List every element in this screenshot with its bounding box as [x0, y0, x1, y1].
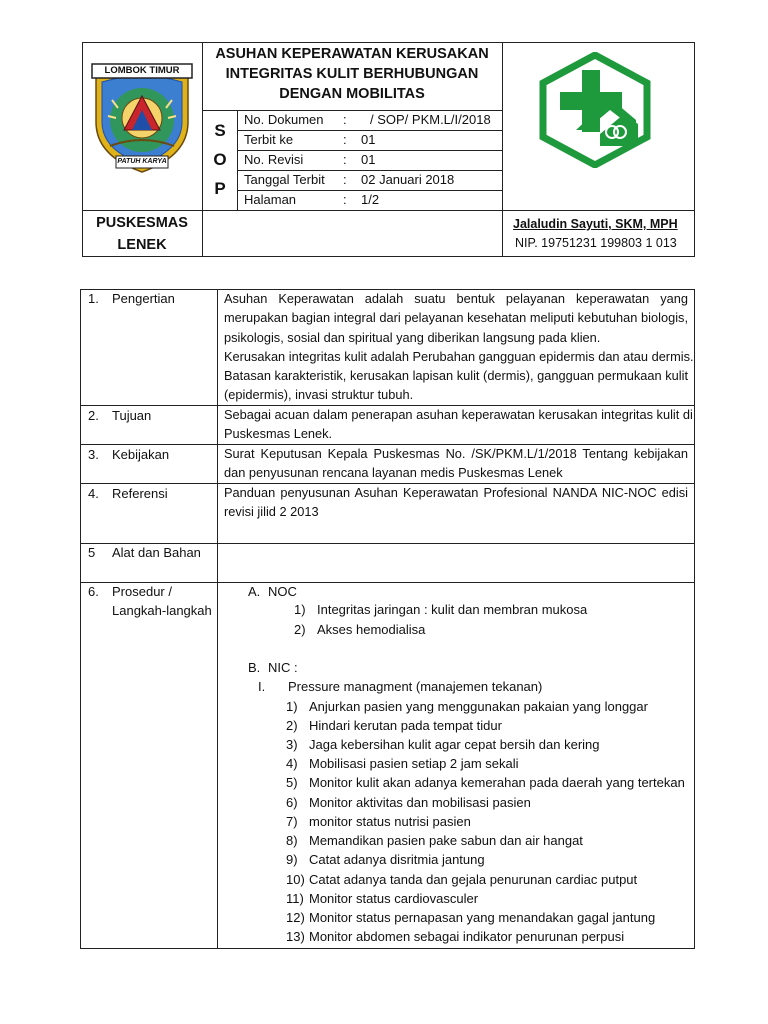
nic-item-num: 8)	[286, 833, 298, 848]
meta-sep: :	[343, 132, 347, 147]
section-number: 6.	[88, 584, 99, 599]
sop-letter-o: O	[213, 150, 227, 169]
nic-item-text: Monitor kulit akan adanya kemerahan pada daerah yang tertekan	[309, 775, 685, 790]
meta-sep: :	[343, 112, 347, 127]
noc-item-text: Integritas jaringan : kulit dan membran mukosa	[317, 602, 588, 617]
section-label-kebijakan: Kebijakan	[112, 447, 170, 462]
meta-value: 02 Januari 2018	[361, 172, 455, 187]
body-line: Sebagai acuan dalam penerapan asuhan keperawatan kerusakan integritas kulit di	[224, 407, 693, 422]
nic-item-num: 10)	[286, 872, 305, 887]
noc-item-num: 1)	[294, 602, 306, 617]
noc-item-num: 2)	[294, 622, 306, 637]
section-label-alat-bahan: Alat dan Bahan	[112, 545, 201, 560]
nic-item-text: Mobilisasi pasien setiap 2 jam sekali	[309, 756, 519, 771]
nic-title: NIC :	[268, 660, 298, 675]
nic-item-num: 9)	[286, 852, 298, 867]
sop-letter-s: S	[214, 121, 226, 140]
noc-letter: A.	[248, 584, 261, 599]
nic-item-num: 13)	[286, 929, 305, 944]
nic-item-text: Monitor status cardiovasculer	[309, 891, 479, 906]
procedure-label-line-2: Langkah-langkah	[112, 603, 212, 618]
title-line-1: ASUHAN KEPERAWATAN KERUSAKAN	[215, 46, 489, 62]
section-number: 5	[88, 545, 96, 560]
section-number: 3.	[88, 447, 99, 462]
lombok-timur-emblem	[88, 60, 196, 176]
body-line: (epidermis), invasi struktur tubuh.	[224, 387, 414, 403]
noc-title: NOC	[268, 584, 297, 599]
section-label-pengertian: Pengertian	[112, 291, 175, 306]
meta-value: 01	[361, 152, 376, 167]
section-number: 2.	[88, 408, 99, 423]
procedure-label-line-1: Prosedur /	[112, 584, 172, 599]
section-body-tujuan	[224, 405, 693, 444]
nic-item-num: 11)	[286, 891, 304, 906]
emblem-motto-text: PATUH KARYA	[117, 158, 167, 165]
meta-label: No. Revisi	[244, 152, 304, 167]
body-line: dan penyusunan rencana layanan medis Puskesmas Lenek	[224, 465, 563, 481]
meta-label: Halaman	[244, 192, 297, 207]
meta-label: Terbit ke	[244, 132, 294, 147]
meta-sep: :	[343, 152, 347, 167]
nic-item-text: Memandikan pasien pake sabun dan air hangat	[309, 833, 583, 848]
nic-item-text: Monitor aktivitas dan mobilisasi pasien	[309, 795, 531, 810]
nic-item-text: Catat adanya tanda dan gejala penurunan cardiac putput	[309, 872, 638, 887]
puskesmas-logo	[538, 52, 652, 168]
meta-value: 01	[361, 132, 376, 147]
noc-item-text: Akses hemodialisa	[317, 622, 426, 637]
meta-label: No. Dokumen	[244, 112, 324, 127]
title-line-2: INTEGRITAS KULIT BERHUBUNGAN	[225, 66, 479, 82]
nic-item-num: 3)	[286, 737, 298, 752]
body-line: Panduan penyusunan Asuhan Keperawatan Profesional NANDA NIC-NOC edisi	[224, 485, 688, 500]
nic-item-num: 7)	[286, 814, 298, 829]
org-name-line-2: LENEK	[117, 237, 167, 253]
section-number: 1.	[88, 291, 99, 306]
body-line: Asuhan Keperawatan adalah suatu bentuk pelayanan keperawatan yang	[224, 291, 688, 306]
section-body-pengertian	[224, 289, 694, 405]
sop-letter-p: P	[214, 179, 226, 198]
nic-item-num: 4)	[286, 756, 298, 771]
nic-item-text: Jaga kebersihan kulit agar cepat bersih dan kering	[309, 737, 600, 752]
org-name-line-1: PUSKESMAS	[96, 215, 188, 231]
nic-item-num: 5)	[286, 775, 298, 790]
nic-item-text: Hindari kerutan pada tempat tidur	[309, 718, 502, 733]
nic-sub-title: Pressure managment (manajemen tekanan)	[288, 679, 543, 694]
body-line: Puskesmas Lenek.	[224, 426, 333, 442]
body-line: Kerusakan integritas kulit adalah Perubahan gangguan epidermis dan atau dermis.	[224, 348, 694, 364]
nic-letter: B.	[248, 660, 261, 675]
body-line: merupakan bagian integral dari pelayanan kesehatan meliputi kebutuhan biologis,	[224, 310, 688, 326]
signer-nip: NIP. 19751231 199803 1 013	[515, 236, 677, 250]
body-line: Surat Keputusan Kepala Puskesmas No. /SK/PKM.L/1/2018 Tentang kebijakan	[224, 446, 688, 461]
nic-item-text: Catat adanya disritmia jantung	[309, 852, 485, 867]
nic-item-text: Monitor status pernapasan yang menandakan gagal jantung	[309, 910, 656, 925]
nic-item-text: Monitor abdomen sebagai indikator penurunan perpusi	[309, 929, 625, 944]
body-line: psikologis, sosial dan spiritual yang diberikan langsung pada klien.	[224, 329, 601, 345]
nic-item-num: 1)	[286, 699, 298, 714]
section-body-kebijakan	[224, 444, 688, 483]
document-title	[203, 44, 501, 104]
section-label-tujuan: Tujuan	[112, 408, 152, 423]
nic-item-text: Anjurkan pasien yang menggunakan pakaian yang longgar	[309, 699, 648, 714]
body-line: Batasan karakteristik, kerusakan lapisan kulit (dermis), gangguan permukaan kulit	[224, 368, 688, 384]
meta-label: Tanggal Terbit	[244, 172, 325, 187]
section-number: 4.	[88, 486, 99, 501]
nic-item-text: monitor status nutrisi pasien	[309, 814, 471, 829]
meta-value: 1/2	[361, 192, 380, 207]
meta-sep: :	[343, 192, 347, 207]
body-line: revisi jilid 2 2013	[224, 504, 319, 520]
signer-name: Jalaludin Sayuti, SKM, MPH	[513, 217, 678, 231]
section-body-referensi	[224, 483, 688, 522]
title-line-3: DENGAN MOBILITAS	[279, 86, 425, 102]
nic-sub-roman: I.	[258, 679, 266, 694]
section-label-referensi: Referensi	[112, 486, 168, 501]
emblem-banner-text: LOMBOK TIMUR	[104, 65, 180, 76]
nic-item-num: 12)	[286, 910, 305, 925]
meta-sep: :	[343, 172, 347, 187]
nic-item-num: 2)	[286, 718, 298, 733]
nic-item-num: 6)	[286, 795, 298, 810]
meta-value: / SOP/ PKM.L/I/2018	[370, 112, 491, 127]
